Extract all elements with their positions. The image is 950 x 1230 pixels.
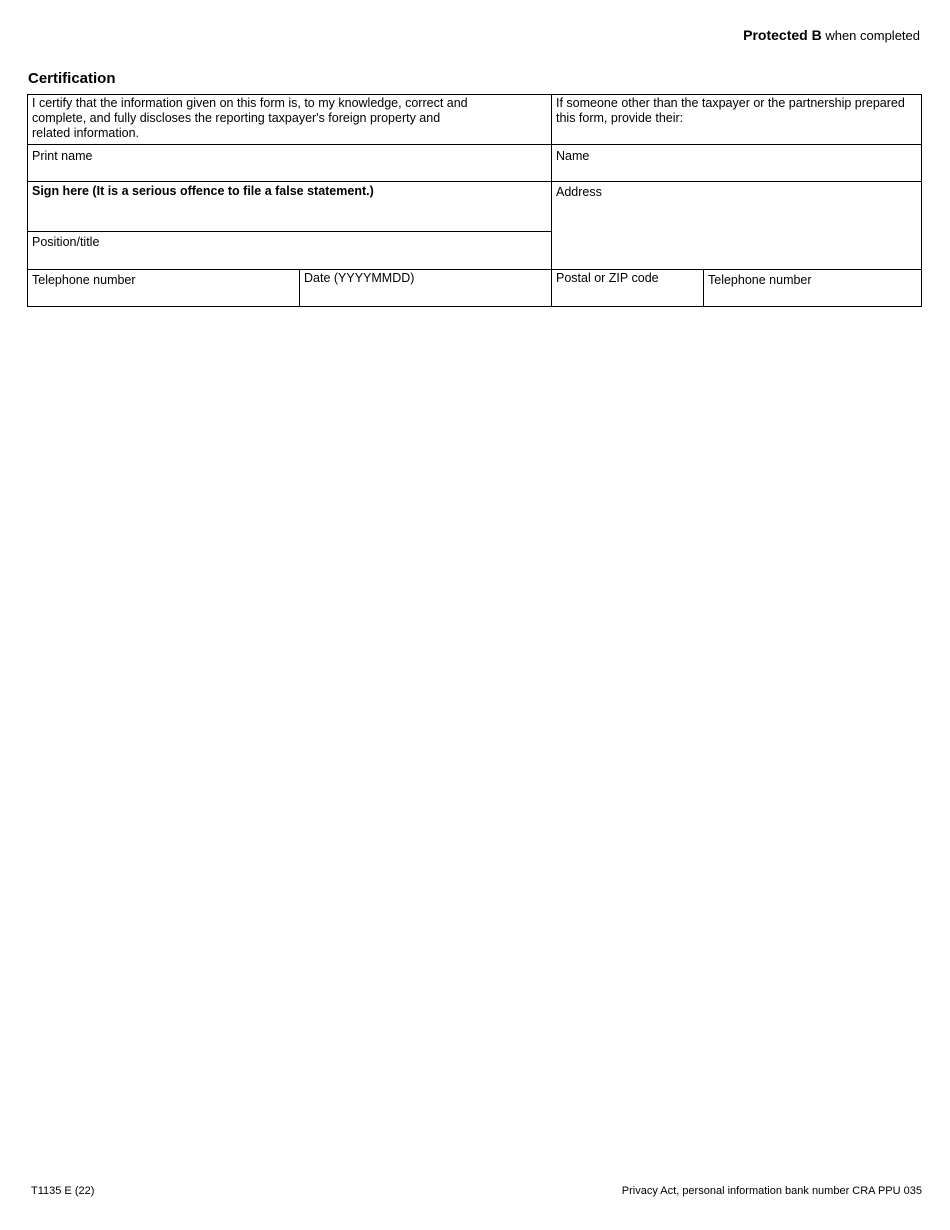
protected-label: Protected B <box>743 27 822 43</box>
position-title-field[interactable] <box>27 231 552 270</box>
preparer-name-label: Name <box>556 149 590 163</box>
preparer-address-field[interactable] <box>551 181 922 270</box>
print-name-field[interactable] <box>27 144 552 182</box>
preparer-telephone-field[interactable] <box>703 269 922 307</box>
date-field[interactable] <box>299 269 552 307</box>
preparer-instruction-box <box>551 94 922 145</box>
preparer-postal-field[interactable] <box>551 269 704 307</box>
preparer-postal-label: Postal or ZIP code <box>556 271 659 285</box>
print-name-label: Print name <box>32 149 93 163</box>
certify-statement-box <box>27 94 552 145</box>
section-title: Certification <box>28 70 116 87</box>
protected-suffix: when completed <box>825 28 920 43</box>
preparer-telephone-label: Telephone number <box>708 273 812 287</box>
signature-field[interactable] <box>27 181 552 232</box>
certifier-telephone-field[interactable] <box>27 269 300 307</box>
form-id: T1135 E (22) <box>31 1185 95 1197</box>
certify-statement: I certify that the information given on this form is, to my knowledge, correct and complete, and fully discloses the reporting taxpayer's foreign property and related information. <box>32 96 468 140</box>
preparer-instruction: If someone other than the taxpayer or the partnership prepared this form, provide their: <box>556 96 905 125</box>
protected-b-notice <box>743 27 920 43</box>
preparer-name-field[interactable] <box>551 144 922 182</box>
position-title-label: Position/title <box>32 235 100 249</box>
date-label: Date (YYYYMMDD) <box>304 271 415 285</box>
certifier-telephone-label: Telephone number <box>32 273 136 287</box>
preparer-address-label: Address <box>556 185 602 199</box>
sign-here-label: Sign here (It is a serious offence to file a false statement.) <box>32 184 374 198</box>
privacy-notice: Privacy Act, personal information bank number CRA PPU 035 <box>621 1185 922 1197</box>
